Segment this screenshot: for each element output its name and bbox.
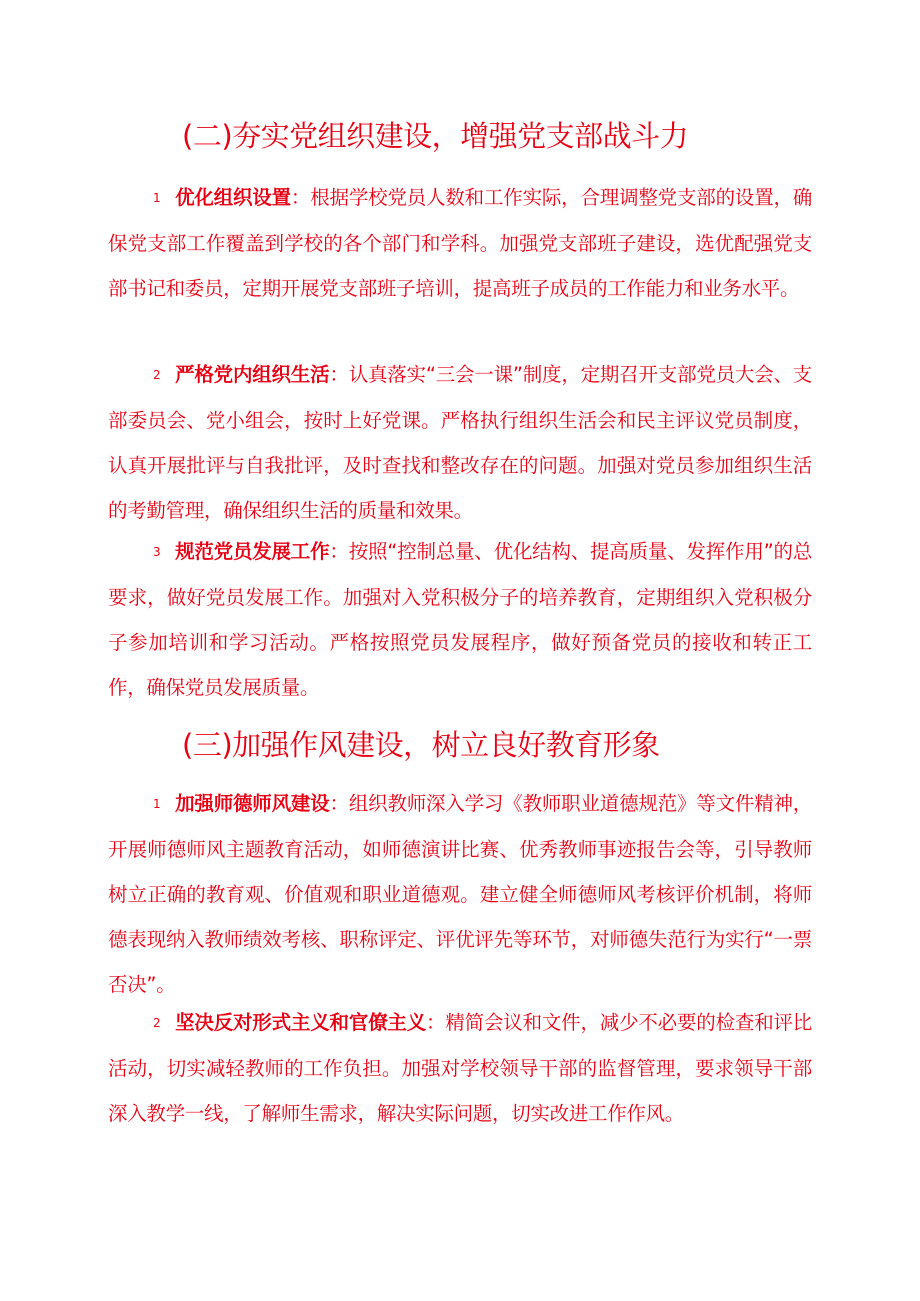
section3-item-1 (108, 781, 812, 1007)
item-number: 3 (153, 545, 161, 559)
item-body: 根据学校党员人数和工作实际，合理调整党支部的设置，确保党支部工作覆盖到学校的各个部门和学科。加强党支部班子建设，选优配强党支部书记和委员，定期开展党支部班子培训，提高班子成员的工作能力和业务水平。 (108, 186, 813, 300)
item-body: 按照“控制总量、优化结构、提高质量、发挥作用”的总要求，做好党员发展工作。加强对入党积极分子的培养教育，定期组织入党积极分子参加培训和学习活动。严格按照党员发展程序，做好预备党员的接收和转正工作，确保党员发展质量。 (108, 540, 812, 699)
item-body: 精简会议和文件，减少不必要的检查和评比活动，切实减轻教师的工作负担。加强对学校领导干部的监督管理，要求领导干部深入教学一线，了解师生需求，解决实际问题，切实改进工作作风。 (108, 1011, 813, 1125)
section2-item-2 (108, 352, 812, 533)
item-lead: 坚决反对形式主义和官僚主义 (175, 1011, 427, 1034)
item-separator: ： (329, 540, 349, 563)
item-lead: 规范党员发展工作 (175, 540, 330, 563)
section-heading-2: (二)夯实党组织建设，增强党支部战斗力 (182, 119, 689, 153)
item-number: 2 (153, 368, 161, 382)
item-lead: 优化组织设置 (175, 186, 291, 209)
item-body: 组织教师深入学习《教师职业道德规范》等文件精神，开展师德师风主题教育活动，如师德演讲比赛、优秀教师事迹报告会等，引导教师树立正确的教育观、价值观和职业道德观。建立健全师德师风考核评价机制，将师德表现纳入教师绩效考核、职称评定、评优评先等环节，对师德失范行为实行“一票否决”。 (108, 792, 812, 996)
item-number: 1 (153, 797, 161, 811)
item-number: 1 (153, 191, 161, 205)
item-lead: 加强师德师风建设 (175, 792, 330, 815)
section2-item-1 (108, 175, 812, 311)
item-separator: ： (426, 1011, 446, 1034)
item-separator: ： (290, 186, 311, 209)
section3-item-2 (108, 1000, 812, 1136)
section-heading-3: (三)加强作风建设，树立良好教育形象 (182, 728, 660, 762)
item-body: 认真落实“三会一课”制度，定期召开支部党员大会、支部委员会、党小组会，按时上好党课。严格执行组织生活会和民主评议党员制度，认真开展批评与自我批评，及时查找和整改存在的问题。加强对党员参加组织生活的考勤管理，确保组织生活的质量和效果。 (108, 363, 812, 522)
section2-item-3 (108, 529, 812, 710)
item-lead: 严格党内组织生活 (175, 363, 330, 386)
item-separator: ： (329, 363, 349, 386)
item-number: 2 (153, 1016, 161, 1030)
item-separator: ： (329, 792, 349, 815)
